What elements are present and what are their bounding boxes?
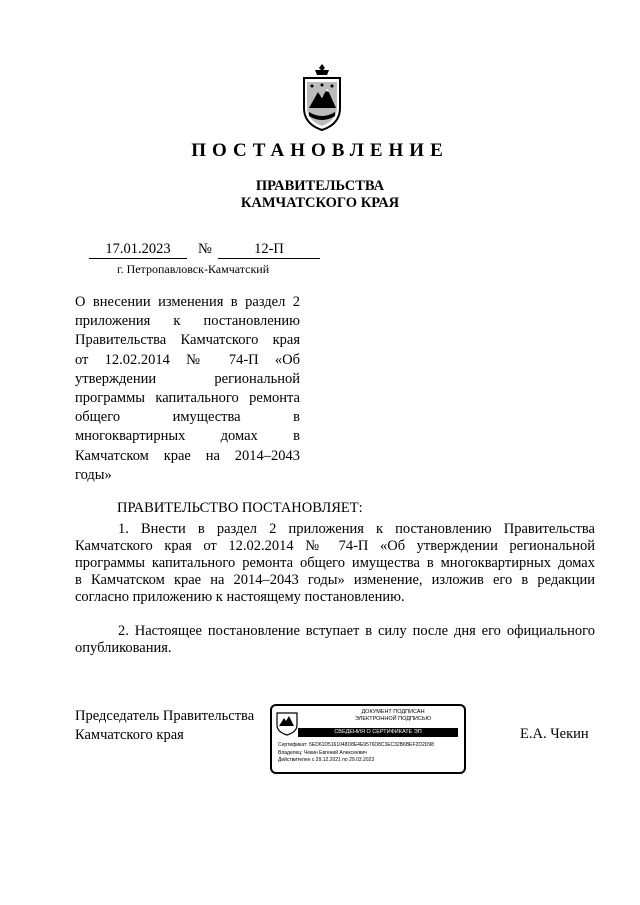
- coat-of-arms-icon: [276, 710, 298, 736]
- signatory-position: [75, 707, 254, 745]
- subject-line: от 12.02.2014 № 74-П «Об: [75, 351, 300, 368]
- subject-line: утверждении региональной: [75, 370, 300, 387]
- stamp-header: [328, 709, 458, 723]
- subject-line: Камчатском крае на 2014–2043: [75, 447, 300, 464]
- position-line: Камчатского края: [75, 727, 184, 743]
- document-place: г. Петропавловск-Камчатский: [117, 262, 270, 276]
- document-number: 12-П: [218, 241, 320, 259]
- issuer-line-1: ПРАВИТЕЛЬСТВА: [255, 178, 385, 194]
- document-date: 17.01.2023: [89, 241, 187, 259]
- coat-of-arms-icon: [301, 62, 343, 132]
- stamp-title-line: ЭЛЕКТРОННОЙ ПОДПИСЬЮ: [354, 716, 432, 722]
- number-sign: №: [198, 241, 212, 257]
- paragraph-line: согласно приложению к настоящему постановлению.: [75, 589, 405, 605]
- paragraph-1: [75, 521, 595, 606]
- document-type-title: ПОСТАНОВЛЕНИЕ: [191, 140, 449, 161]
- paragraph-2: [75, 623, 595, 657]
- paragraph-line: в Камчатском крае на 2014–2043 годы» изменение, изложив его в редакции: [75, 572, 595, 588]
- stamp-validity: Действителен с 29.12.2021 по 29.03.2023: [278, 757, 375, 763]
- paragraph-line: Камчатского края от 12.02.2014 № 74-П «Об утверждении региональной: [75, 538, 595, 554]
- subject-line: приложения к постановлению: [75, 313, 300, 330]
- paragraph-line: 2. Настоящее постановление вступает в силу после дня его официального: [118, 623, 595, 639]
- position-line: Председатель Правительства: [75, 708, 255, 724]
- issuer-line-2: КАМЧАТСКОГО КРАЯ: [240, 195, 400, 211]
- stamp-details: [278, 742, 462, 765]
- electronic-signature-stamp: [270, 704, 466, 774]
- stamp-owner: Владелец: Чекин Евгений Алексеевич: [278, 749, 367, 756]
- stamp-title-line: ДОКУМЕНТ ПОДПИСАН: [361, 709, 425, 715]
- paragraph-line: 1. Внести в раздел 2 приложения к постановлению Правительства: [118, 521, 595, 537]
- subject-line: О внесении изменения в раздел 2: [75, 294, 300, 310]
- document-subject: [75, 293, 300, 485]
- subject-line: многоквартирных домах в: [75, 428, 300, 445]
- paragraph-line: программы капитального ремонта общего имущества в многоквартирных домах: [75, 555, 595, 571]
- stamp-certificate-bar: СВЕДЕНИЯ О СЕРТИФИКАТЕ ЭП: [298, 728, 458, 737]
- signatory-name: Е.А. Чекин: [520, 726, 589, 742]
- subject-line: Правительства Камчатского края: [75, 332, 300, 349]
- paragraph-line: опубликования.: [75, 640, 172, 656]
- decree-heading: ПРАВИТЕЛЬСТВО ПОСТАНОВЛЯЕТ:: [117, 500, 363, 516]
- subject-line: общего имущества в: [75, 409, 300, 426]
- stamp-certificate: Сертификат: 5ED61D5161048D8E4E9576D8C3EC32B6BEF2D2D98: [278, 742, 434, 748]
- subject-line: годы»: [75, 466, 112, 483]
- subject-line: программы капитального ремонта: [75, 390, 300, 407]
